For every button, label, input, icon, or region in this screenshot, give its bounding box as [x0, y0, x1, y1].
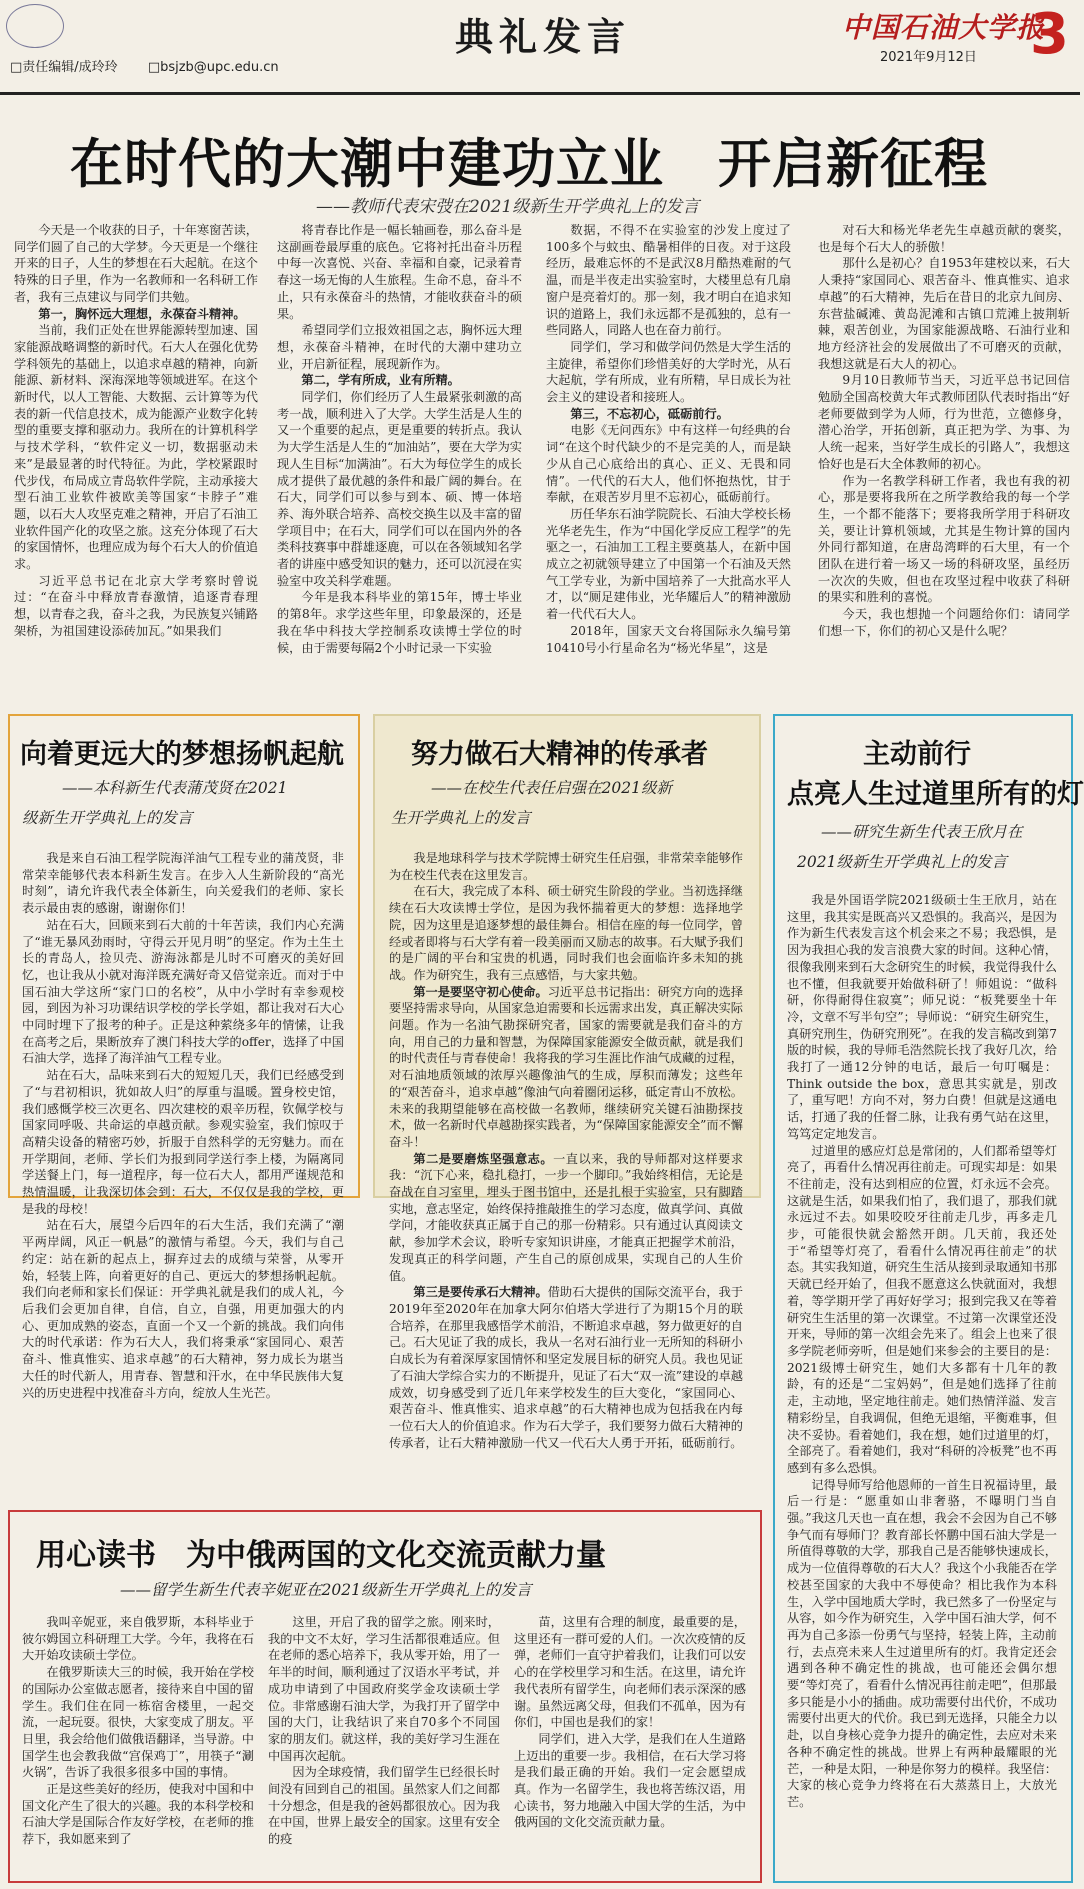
paragraph: 我是地球科学与技术学院博士研究生任启强，非常荣幸能够作为在校生代表在这里发言。 [389, 851, 743, 882]
paragraph: 同学们，进入大学，是我们在人生道路上迈出的重要一步。我相信，在石大学习将是我们最正确的开始。我们一定会愿望成真。作为一名留学生，我也将苦练汉语，用心读书，努力地融入中国大学的生活，为中俄两国的文化交流贡献力量。 [514, 1731, 746, 1830]
box-subtitle: ——本科新生代表蒲茂贤在2021 [62, 779, 288, 797]
university-seal-icon [6, 4, 64, 48]
editor-info [10, 56, 305, 75]
box-title: 点亮人生过道里所有的灯 [787, 779, 1084, 810]
paragraph: 第三，不忘初心，砥砺前行。 [570, 406, 729, 421]
paragraph: 将青春比作是一幅长轴画卷，那么奋斗是这副画卷最厚重的底色。它将衬托出奋斗历程中每一次喜悦、兴奋、幸福和自豪，记录着青春这一场无悔的人生旅程。生命不息，奋斗不止，只有永葆奋斗的热情，才能收获奋斗的硕果。 [277, 223, 522, 321]
box-title: 向着更远大的梦想扬帆起航 [20, 739, 344, 770]
paragraph: 今天是一个收获的日子，十年寒窗苦读，同学们圆了自己的大学梦。今天更是一个继往开来的日子，人生的梦想在石大起航。在这个特殊的日子里，作为一名教师和一名科研工作者，我有三点建议与同学们共勉。 [14, 223, 258, 304]
paragraph: 今天，我也想抛一个问题给你们：请同学们想一下，你们的初心又是什么呢？ [818, 607, 1070, 638]
box-column [22, 1614, 254, 1874]
box-column [268, 1614, 500, 1874]
paragraph: 2018年，国家天文台将国际永久编号第10410号小行星命名为“杨光华星”，这是 [546, 623, 791, 655]
page-number: 3 [1030, 2, 1069, 67]
paragraph: 同学们，你们经历了人生最紧张刺激的高考一战，顺利进入了大学。大学生活是人生的又一个重要的起点，更是重要的转折点。我认为大学生活是人生的“加油站”，要在大学为实现人生目标“加满油”。石大为每位学生的成长成才提供了最优越的条件和最广阔的舞台。在石大，同学们可以参与到本、硕、博一体培养、海外联合培养、高校交换生以及丰富的留学项目中；在石大，同学们可以在国内外的各类科技赛事中群雄逐鹿，可以在各领域知名学者的讲座中感受知识的魅力，还可以沉浸在实验室中攻关科学难题。 [277, 390, 522, 588]
paragraph: 今年是我本科毕业的第15年，博士毕业的第8年。求学这些年里，印象最深的，还是我在华中科技大学控制系攻读博士学位的时候，由于需要每隔2个小时记录一下实验 [277, 590, 522, 655]
paragraph: 9月10日教师节当天，习近平总书记回信勉励全国高校黄大年式教师团队代表时指出“好老师要做到学为人师，行为世范，立德修身，潜心治学，开拓创新，真正把为学、为事、为人统一起来，当好学生成长的引路人”，我想这恰好也是石大全体教师的初心。 [818, 373, 1070, 471]
page-header [0, 0, 1080, 95]
box-subtitle: 生开学典礼上的发言 [391, 809, 531, 827]
article-box-undergrad [8, 714, 360, 1400]
paragraph: 第一，胸怀远大理想，永葆奋斗精神。 [38, 306, 246, 321]
box-body [389, 850, 744, 1450]
paragraph: 苗，这里有合理的制度，最重要的是，这里还有一群可爱的人们。一次次疫情的反弹，老师们一直守护着我们，让我们可以安心的在学校里学习和生活。在这里，请允许我代表所有留学生，向老师们表示深深的感谢。虽然远离父母，但我们不孤单，因为有你们，中国也是我们的家！ [514, 1615, 746, 1730]
paragraph: 希望同学们立报效祖国之志，胸怀远大理想，永葆奋斗精神，在时代的大潮中建功立业，开启新征程，展现新作为。 [277, 323, 522, 371]
box-body [787, 892, 1057, 1872]
paragraph [389, 1151, 743, 1285]
box-title: 主动前行 [863, 739, 971, 770]
paragraph: 第二，学有所成，业有所精。 [301, 373, 460, 388]
paragraph: 在俄罗斯读大三的时候，我开始在学校的国际办公室做志愿者，接待来自中国的留学生。我们住在同一栋宿舍楼里，一起交流，一起玩耍。很快，大家变成了朋友。平日里，我会给他们做俄语翻译，当导游。中国学生也会教我做“宫保鸡丁”，用筷子“涮火锅”，告诉了我很多很多中国的事情。 [22, 1665, 254, 1780]
paragraph: 记得导师写给他恩师的一首生日祝福诗里，最后一行是：“愿重如山非奢骆，不曝明门当自强。”我这几天也一直在想，我会不会因为自己不够争气而有辱师门？教育部长怀鹏中国石油大学是一所值得尊敬的大学，那我自己是否能够快速成长，成为一位值得尊敬的石大人？我这个小我能否在学校甚至国家的大我中不辱使命？相比我作为本科生，入学中国地质大学时，我已然多了一份坚定与从容，如今作为研究生，入学中国石油大学，何不再为自己多添一份勇气与坚持，轻装上阵，主动前行，去点亮未来人生过道里所有的灯。我肯定还会遇到各种不确定性的挑战，也可能还会偶尔想要“等灯亮了，看看什么情况再往前走吧”，但那最多只能是小小的插曲。成功需要付出代价，不成功需要付出更大的代价。我已到无选择，只能全力以赴，以自身核心竞争力提升的确定性，去应对未来各种不确定性的挑战。世界上有两种最耀眼的光芒，一种是太阳，一种是你努力的模样。我坚信：大家的核心竞争力终将在石大蒸蒸日上，大放光芒。 [787, 1477, 1057, 1809]
top-article-column [818, 222, 1070, 702]
paragraph-lead: 第三是要传承石大精神。 [413, 1285, 548, 1300]
paragraph [389, 1284, 743, 1451]
paragraph: 正是这些美好的经历，使我对中国和中国文化产生了很大的兴趣。我的本科学校和石油大学是国际合作友好学校，在老师的推荐下，我如愿来到了 [22, 1782, 254, 1847]
paragraph-lead: 第二是要磨炼坚强意志。 [413, 1151, 554, 1166]
section-title: 典礼发言 [455, 15, 632, 59]
box-column [514, 1614, 746, 1874]
paragraph-text: 一直以来，我的导师都对这样要求我：“沉下心来，稳扎稳打，一步一个脚印。”我始终相信，无论是奋战在自习室里，埋头于图书馆中，还是扎根于实验室，只有脚踏实地，意志坚定，始终保持推敲推生的学习态度，做真学问、真做学问，才能收获真正属于自己的那一份精彩。只有通过认真阅读文献，参加学术会议，聆听专家知识讲座，才能真正把握学术前沿，发现真正的科学问题，产生自己的原创成果，实现自己的人生价值。 [389, 1151, 744, 1283]
paragraph: 站在石大，品味来到石大的短短几天，我们已经感受到了“与君初相识，犹如故人归”的厚重与温暖。置身校史馆，我们感慨学校三次更名、四次建校的艰辛历程，钦佩学校与国家同呼吸、共命运的卓越贡献。参观实验室，我们惊叹于高精尖设备的精密巧妙，折服于自然科学的无穷魅力。而在开学期间，老师、学长们为报到同学送行李上楼，为隔离同学送餐上门，每一道程序，每一位石大人，都用严谨规范和热情温暖，让我深切体会到：石大，不仅仅是我的学校，更是我的母校！ [22, 1068, 344, 1216]
top-article-column [14, 222, 258, 702]
top-article-column [277, 222, 522, 702]
editor-email: □bsjzb@upc.edu.cn [147, 60, 279, 75]
article-box-current-student [373, 714, 761, 1450]
paragraph: 数据，不得不在实验室的沙发上度过了100多个与蚊虫、酷暑相伴的日夜。对于这段经历，最难忘怀的不是武汉8月酷热难耐的气温，而是半夜走出实验室时，大楼里总有几扇窗户是亮着灯的。那一刻，我才明白在追求知识的道路上，我们永远都不是孤独的，总有一些同路人，同路人也在奋力前行。 [546, 223, 791, 338]
box-subtitle: 级新生开学典礼上的发言 [22, 809, 193, 827]
paragraph: 对石大和杨光华老先生卓越贡献的褒奖，也是每个石大人的骄傲！ [818, 223, 1070, 254]
top-article-title: 在时代的大潮中建功立业 开启新征程 [70, 133, 988, 195]
paragraph: 过道里的感应灯总是常闭的，人们都希望等灯亮了，再看什么情况再往前走。可现实却是：如果不往前走，没有达到相应的位置，灯永远不会亮。这就是生活，如果我们怕了，我们退了，那我们就永远过不去。如果咬咬牙往前走几步，再多走几步，可能很快就会豁然开朗。几天前，我还处于“希望等灯亮了，看看什么情况再往前走”的状态。其实我知道，研究生生活从接到录取通知书那天就已经开始了，但我不愿意这么快就面对，我想着，等学期开学了再好好学习；报到完我又在等着研究生生活里的第一次课堂。不过第一次课堂还没开来，导师的第一次组会先来了。组会上也来了很多学院老师旁听，但是她们来参会的主要目的是：2021级博士研究生，她们大多都有十几年的教龄，有的还是“二宝妈妈”，但是她们选择了往前走，主动地，坚定地往前走。她们热情洋溢、发言精彩纷呈，自我调侃，但绝无退缩，平衡难事，但决不妥协。看着她们，我在想，她们过道里的灯，全部亮了。看着她们，我对“科研的冷板凳”也不再感到有多么恐惧。 [787, 1143, 1057, 1475]
paragraph: 站在石大，回顾来到石大前的十年苦读，我们内心充满了“谁无暴风劲雨时，守得云开见月明”的坚定。作为土生土长的青岛人，捡贝壳、游海泳都是儿时不可磨灭的美好回忆，也让我从小就对海洋既充满好奇又倍觉亲近。而对于中国石油大学这所“家门口的名校”，从中小学时有幸参观校园，到因为补习功课结识学校的学长学姐，都让我对石大心中同时埋下了报考的种子。正是这种萦绕多年的情愫，让我在高考之后，果断放弃了澳门科技大学的offer，选择了中国石油大学，选择了海洋油气工程专业。 [22, 917, 344, 1066]
paragraph: 因为全球疫情，我们留学生已经很长时间没有回到自己的祖国。虽然家人们之间都十分想念，但是我的爸妈都很放心。因为我在中国，世界上最安全的国家。这里有安全的疫 [268, 1765, 500, 1847]
paragraph-lead: 第一是要坚守初心使命。 [413, 984, 548, 999]
top-article-column [546, 222, 791, 702]
issue-date: 2021年9月12日 [880, 50, 977, 65]
box-subtitle: ——留学生新生代表辛妮亚在2021级新生开学典礼上的发言 [120, 1581, 532, 1599]
paragraph: 作为一名教学科研工作者，我也有我的初心，那是要将我所在之所学教给我的每一个学生，一个都不能落下；要将我所学用于科研攻关，要让计算机领域，尤其是生物计算的国内外同行都知道，在唐岛湾畔的石大里，有一个团队在进行着一场又一场的科研攻坚，虽经历一次次的失败，但也在攻坚过程中收获了科研的果实和胜利的喜悦。 [818, 473, 1070, 605]
paragraph-text: 习近平总书记指出：研究方向的选择要坚持需求导向，从国家急迫需要和长远需求出发，真正解决实际问题。作为一名油气勘探研究者，国家的需要就是我们奋斗的方向，用自己的力量和智慧，为保障国家能源安全做贡献，就是我们的时代责任与青春使命！我将我的学习生涯比作油气成藏的过程，对石油地质领域的浓厚兴趣像油气的生成，厚积而薄发；这些年的“艰苦奋斗，追求卓越”像油气向着圈闭运移，砥定青山不放松。未来的我期望能够在高校做一名教师，继续研究关键石油勘探技术，做一名新时代卓越勘探实践者，为“保障国家能源安全”而不懈奋斗！ [389, 984, 744, 1149]
paragraph: 同学们，学习和做学问仍然是大学生活的主旋律，希望你们珍惜美好的大学时光，从石大起航，学有所成，业有所精，早日成长为社会主义的建设者和接班人。 [546, 339, 791, 405]
box-title: 用心读书 为中俄两国的文化交流贡献力量 [36, 1538, 606, 1573]
paragraph: 当前，我们正处在世界能源转型加速、国家能源战略调整的新时代。石大人在强化优势学科领先的基础上，以追求卓越的精神，向新能源、新材料、深海深地等领域进军。在这个新时代，以人工智能、大数据、云计算等为代表的新一代信息技术，成为能源产业数字化转型的重要支撑和驱动力。我所在的计算机科学与技术学科，“软件定义一切，数据驱动未来”是最显著的时代特征。为此，学校紧跟时代步伐，布局成立青岛软件学院，主动承接大型石油工业软件被欧美等国家“卡脖子”难题，以石大人攻坚克难之精神，开启了石油工业软件国产化的攻坚之旅。这充分体现了石大的家国情怀，也理应成为每个石大人的价值追求。 [14, 323, 258, 572]
box-subtitle: ——在校生代表任启强在2021级新 [431, 779, 672, 797]
paragraph: 我是外国语学院2021级硕士生王欣月，站在这里，我其实是既高兴又恐惧的。我高兴，是因为作为新生代表发言这个机会来之不易；我恐惧，是因为我担心我的发言浪费大家的时间。这种心情，很像我刚来到石大念研究生的时候，我觉得我什么也不懂，但我就要开始做科研了！师姐说：“做科研，你得耐得住寂寞”；师兄说：“板凳要坐十年冷，文章不写半句空”；导师说：“研究生研究生，真研究刑生，伪研究刑死”。在我的发言稿改到第7版的时候，我的导师毛浩然院长找了我好几次，给我打了一通12分钟的电话，最后一句叮嘱是：Think outside the box，意思其实就是，别改了，重写吧！方向不对，努力白费！但就是这通电话，打通了我的任督二脉，让我有勇气站在这里，笃笃定定地发言。 [787, 893, 1057, 1141]
paragraph: 我是来自石油工程学院海洋油气工程专业的蒲茂贤，非常荣幸能够代表本科新生发言。在步入人生新阶段的“高光时刻”，请允许我代表全体新生，向关爱我们的老师、家长表示最由衷的感谢，谢谢你们！ [22, 851, 344, 916]
box-title: 努力做石大精神的传承者 [411, 739, 708, 770]
top-article-subtitle: ——教师代表宋弢在2021级新生开学典礼上的发言 [316, 197, 700, 217]
paragraph: 在石大，我完成了本科、硕士研究生阶段的学业。当初选择继续在石大攻读博士学位，是因为我怀揣着更大的梦想：选择地学院，因为这里是追逐梦想的最佳舞台。相信在座的每一位同学，曾经或者即将与石大学有着一段美丽而又励志的故事。石大赋予我们的是广阔的平台和宝贵的机遇，同时我们也会面临许多未知的挑战。作为研究生，我有三点感悟，与大家共勉。 [389, 884, 743, 982]
newspaper-masthead: 中国石油大学报 [842, 11, 1046, 44]
paragraph: 我叫辛妮亚，来自俄罗斯，本科毕业于彼尔姆国立科研理工大学。今年，我将在石大开始攻读硕士学位。 [22, 1615, 254, 1663]
paragraph: 历任华东石油学院院长、石油大学校长杨光华老先生，作为“中国化学反应工程学”的先驱之一，石油加工工程主要奠基人，在新中国成立之初就领导建立了中国第一个石油及天然气工学专业，为新中国培养了一大批高水平人才，以“厕足建伟业，光华耀后人”的精神激励着一代代石大人。 [546, 506, 791, 622]
paragraph: 习近平总书记在北京大学考察时曾说过：“在奋斗中释放青春激情，追逐青春理想，以青春之我，奋斗之我，为民族复兴铺路架桥，为祖国建设添砖加瓦。”如果我们 [14, 573, 258, 638]
article-box-international [8, 1510, 762, 1883]
box-subtitle: 2021级新生开学典礼上的发言 [797, 853, 1007, 871]
paragraph: 站在石大，展望今后四年的石大生活，我们充满了“潮平两岸阔，风正一帆悬”的激情与希望。今天，我们与自己约定：站在新的起点上，摒弃过去的成绩与荣誉，从零开始，轻装上阵，向着更好的自己、更远大的梦想扬帆起航。我们向老师和家长们保证：开学典礼就是我们的成人礼，今后我们会更加自律，自信，自立，自强，用更加强大的内心、更加成熟的姿态，直面一个又一个新的挑战。我们向伟大的时代承诺：作为石大人，我们将秉承“家国同心、艰苦奋斗、惟真惟实、追求卓越”的石大精神，努力成长为堪当大任的时代新人，用青春、智慧和汗水，在中华民族伟大复兴的历史进程中找准奋斗方向，绽放人生光芒。 [22, 1218, 344, 1400]
paragraph: 这里，开启了我的留学之旅。刚来时，我的中文不太好，学习生活都很难适应。但在老师的悉心培养下，我从零开始，用了一年半的时间，顺利通过了汉语水平考试，并成功申请到了中国政府奖学金攻读硕士学位。非常感谢石油大学，为我打开了留学中国的大门，让我结识了来自70多个不同国家的朋友们。就这样，我的美好学习生涯在中国再次起航。 [268, 1615, 500, 1763]
paragraph: 电影《无问西东》中有这样一句经典的台词“在这个时代缺少的不是完美的人，而是缺少从自己心底给出的真心、正义、无畏和同情”。一代代的石大人，他们怀抱热忱，甘于奉献，在艰苦岁月里不忘初心，砥砺前行。 [546, 423, 791, 505]
article-box-graduate [773, 714, 1084, 1883]
box-body [22, 850, 344, 1400]
paragraph: 那什么是初心？自1953年建校以来，石大人秉持“家国同心、艰苦奋斗、惟真惟实、追求卓越”的石大精神，先后在昔日的北京九间房、东营盐碱滩、黄岛泥滩和古镇口荒滩上披荆斩棘，艰苦创业，为国家能源战略、石油行业和地方经济社会的发展做出了不可磨灭的贡献，我想这就是石大人的初心。 [818, 256, 1070, 371]
editor-name: □责任编辑/成玲玲 [10, 60, 118, 75]
box-subtitle: ——研究生新生代表王欣月在 [821, 823, 1023, 841]
paragraph [389, 984, 743, 1151]
paragraph-text: 借助石大提供的国际交流平台，我于2019年至2020年在加拿大阿尔伯塔大学进行了为期15个月的联合培养，在那里我感悟学术前沿，不断追求卓越，努力做更好的自己。石大见证了我的成长，我从一名对石油行业一无所知的科研小白成长为有着深厚家国情怀和坚定发展目标的研究人员。我也见证了石油大学综合实力的不断提升，见证了石大“双一流”建设的卓越成效，切身感受到了近几年来学校发生的巨大变化，“家国同心、艰苦奋斗、惟真惟实、追求卓越”的石大精神也成为包括我在内每一位石大人的价值追求。作为石大学子，我们要努力做石大精神的传承者，让石大精神激励一代又一代石大人勇于开拓，砥砺前行。 [389, 1285, 744, 1450]
